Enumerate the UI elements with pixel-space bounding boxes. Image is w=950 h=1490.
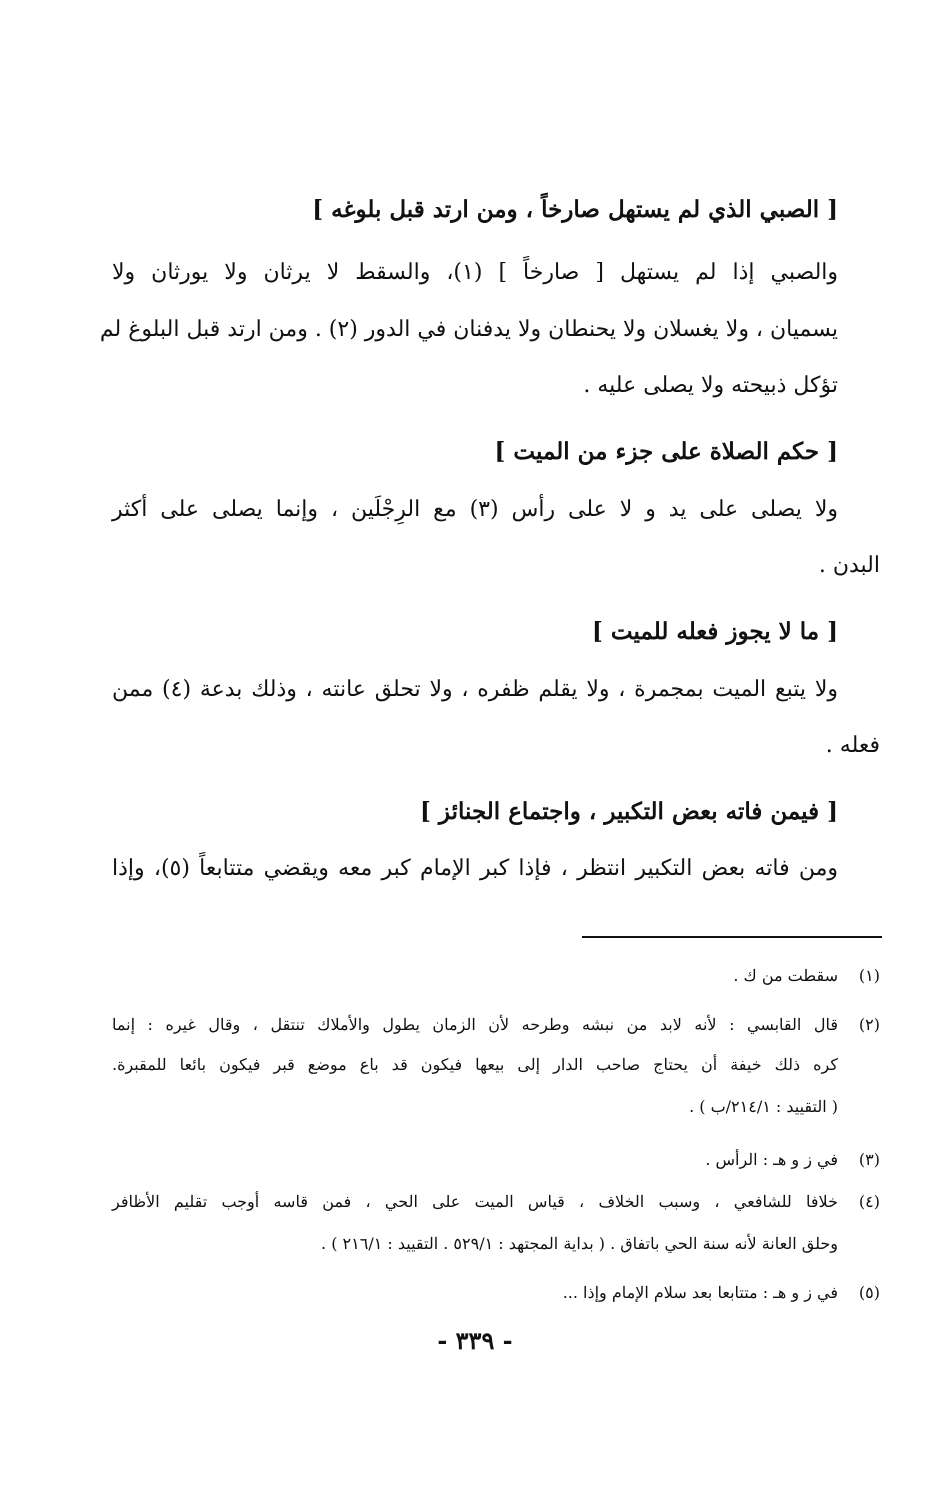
body-line: البدن . bbox=[818, 553, 880, 578]
body-line: والصبي إذا لم يستهل [ صارخاً ] (١)، والسقط لا يرثان ولا يورثان ولا bbox=[112, 260, 839, 285]
footnote-number: (٥) bbox=[858, 1283, 880, 1302]
footnote-number: (٤) bbox=[858, 1192, 880, 1211]
footnote-line: ( التقييد : ٢١٤/١/ب ) . bbox=[689, 1097, 838, 1116]
footnote-line: كره ذلك خيفة أن يحتاج صاحب الدار إلى بيعها فيكون قد باع موضع قبر فيكون بائعا للمقبرة. bbox=[112, 1055, 838, 1074]
body-line: فعله . bbox=[825, 733, 880, 758]
body-line: ومن فاته بعض التكبير انتظر ، فإذا كبر الإمام كبر معه ويقضي متتابعاً (٥)، وإذا bbox=[112, 856, 838, 881]
body-line: تؤكل ذبيحته ولا يصلى عليه . bbox=[583, 373, 838, 398]
footnote-divider bbox=[582, 936, 882, 938]
section-heading: [ ما لا يجوز فعله للميت ] bbox=[592, 618, 838, 645]
footnote-line: سقطت من ك . bbox=[733, 966, 838, 985]
section-heading: [ حكم الصلاة على جزء من الميت ] bbox=[494, 438, 838, 465]
section-heading: [ فيمن فاته بعض التكبير ، واجتماع الجنائز ] bbox=[420, 798, 838, 825]
footnote-number: (٢) bbox=[858, 1015, 880, 1034]
body-line: يسميان ، ولا يغسلان ولا يحنطان ولا يدفنان في الدور (٢) . ومن ارتد قبل البلوغ لم bbox=[99, 317, 838, 342]
footnote-number: (١) bbox=[858, 966, 880, 985]
footnote-number: (٣) bbox=[858, 1150, 880, 1169]
page-number: - ٣٣٩ - bbox=[437, 1326, 513, 1355]
footnote-line: قال القابسي : لأنه لابد من نبشه وطرحه لأن الزمان يطول والأملاك تنتقل ، وقال غيره : إنما bbox=[112, 1015, 839, 1034]
body-line: ولا يتبع الميت بمجمرة ، ولا يقلم ظفره ، ولا تحلق عانته ، وذلك بدعة (٤) ممن bbox=[112, 677, 839, 702]
section-heading: [ الصبي الذي لم يستهل صارخاً ، ومن ارتد قبل بلوغه ] bbox=[312, 196, 838, 223]
body-line: ولا يصلى على يد و لا على رأس (٣) مع الرِجْلَين ، وإنما يصلى على أكثر bbox=[112, 497, 838, 522]
footnote-line: وحلق العانة لأنه سنة الحي باتفاق . ( بداية المجتهد : ٥٢٩/١ . التقييد : ٢١٦/١ ) . bbox=[321, 1234, 838, 1253]
footnote-line: خلافا للشافعي ، وسبب الخلاف ، قياس الميت على الحي ، فمن قاسه أوجب تقليم الأظافر bbox=[112, 1192, 838, 1211]
footnote-line: في ز و هـ : الرأس . bbox=[705, 1150, 838, 1169]
footnote-line: في ز و هـ : متتابعا بعد سلام الإمام وإذا ... bbox=[562, 1283, 838, 1302]
